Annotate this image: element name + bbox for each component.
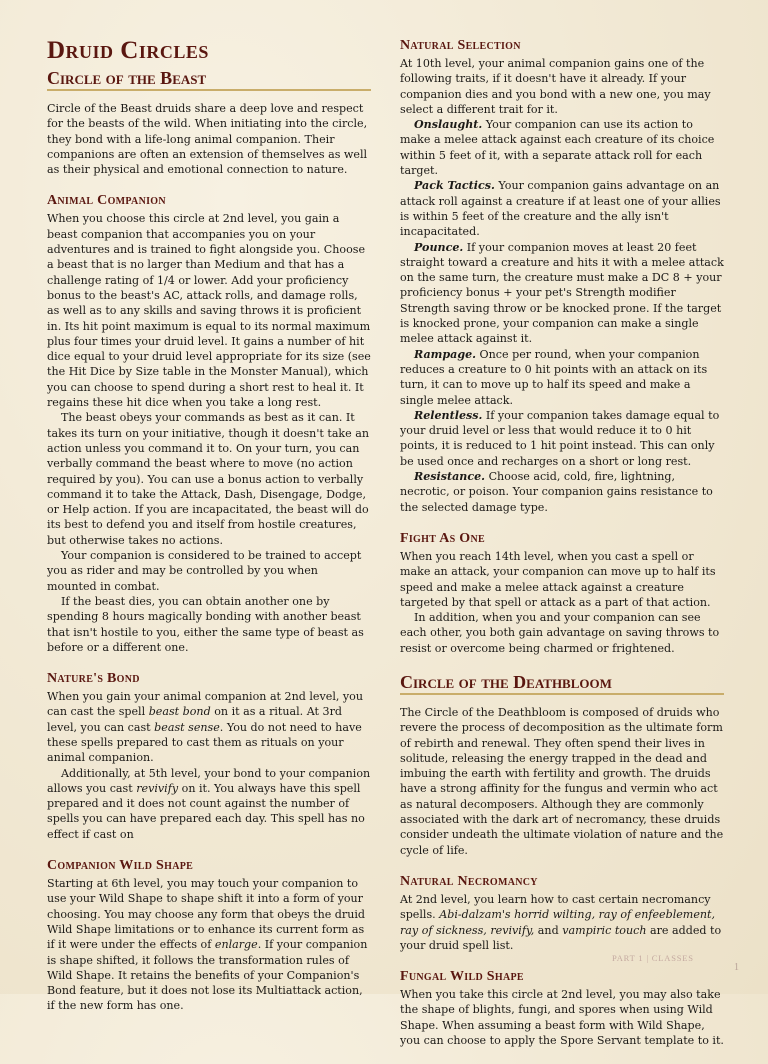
- fungal-wild-shape-p1: When you take this circle at 2nd level, you may also take the shape of blights, fungi, and spores when using Wild Shape. When assuming a beast form with Wild Shape, you can choose to apply the Spore Servant template to it.: [400, 988, 724, 1048]
- circle-beast-intro-section: [47, 101, 371, 177]
- fight-as-one-p2: In addition, when you and your companion can see each other, you both gain advantage on saving throws to resist or overcome being charmed or frightened.: [400, 611, 720, 655]
- text-run: and: [534, 923, 563, 937]
- trait-name: Resistance.: [414, 470, 486, 484]
- fungal-wild-shape-section: [400, 969, 724, 1048]
- trait-name: Pounce.: [414, 240, 464, 254]
- circle-beast-intro: Circle of the Beast druids share a deep love and respect for the beasts of the wild. When initiating into the circle, they bond with a life-long animal companion. Their companions are often an extension of themselves as well as their physical and emotional connection to nature.: [47, 102, 368, 177]
- companion-wild-shape-p1: [47, 876, 371, 1014]
- natures-bond-section: [47, 671, 371, 842]
- text-run: on it as a ritual. At 3rd level, you can cast: [47, 705, 343, 734]
- fungal-wild-shape-heading: Fungal Wild Shape: [400, 969, 524, 985]
- natural-selection-heading: Natural Selection: [400, 38, 521, 53]
- trait-text: Your companion gains advantage on an attack roll against a creature if at least one of your allies is within 5 feet of the creature and the ally isn't incapacitated.: [400, 179, 721, 239]
- fight-as-one-section: [400, 531, 724, 656]
- trait-relentless: [400, 408, 724, 469]
- natures-bond-heading: Nature's Bond: [47, 671, 140, 687]
- left-column: [47, 38, 371, 1030]
- text-run: . You do not need to have these spells prepared to cast them as rituals on your animal companion.: [47, 720, 362, 765]
- natural-selection-intro: At 10th level, your animal companion gains one of the following traits, if it doesn't have it already. If your companion dies and you bond with a new one, you may select a different trait for it.: [400, 57, 711, 116]
- companion-wild-shape-section: [47, 858, 371, 1014]
- natural-necromancy-section: [400, 874, 724, 953]
- right-column: [400, 38, 724, 1064]
- companion-wild-shape-heading: Companion Wild Shape: [47, 858, 194, 874]
- natural-necromancy-p1: [400, 892, 724, 953]
- natural-selection-section: [400, 38, 724, 515]
- natures-bond-p1: [47, 689, 371, 765]
- spell-name: beast sense: [154, 720, 220, 734]
- page-title: Druid Circles: [47, 37, 209, 64]
- spell-name: revivify: [136, 781, 179, 795]
- animal-companion-p3: Your companion is considered to be trained to accept you as rider and may be controlled by you when mounted in combat.: [47, 549, 362, 593]
- page-number: 1: [734, 962, 739, 973]
- footer-label: PART 1 | CLASSES: [612, 953, 694, 963]
- trait-onslaught: [400, 117, 724, 178]
- spell-name: enlarge: [214, 938, 258, 952]
- trait-name: Rampage.: [414, 347, 477, 361]
- trait-name: Onslaught.: [414, 118, 483, 132]
- trait-text: Once per round, when your companion reduces a creature to 0 hit points with an attack on its turn, it can to move up to half its speed and make a single melee attack.: [400, 347, 708, 407]
- animal-companion-p1: When you choose this circle at 2nd level, you gain a beast companion that accompanies you on your adventures and is trained to fight alongside you. Choose a beast that is no larger than Medium and that has a challenge rating of 1/4 or lower. Add your proficiency bonus to the beast's AC, attack rolls, and damage rolls, as well as to any skills and saving throws it is proficient in. Its hit point maximum is equal to its normal maximum plus four times your druid level. It gains a number of hit dice equal to your druid level appropriate for its size (see the Hit Dice by Size table in the Monster Manual), which you can choose to spend during a short rest to heal it. It regains these hit dice when you take a long rest.: [47, 212, 371, 410]
- text-run: are added to your druid spell list.: [400, 923, 722, 952]
- trait-text: If your companion takes damage equal to your druid level or less that would reduce it to 0 hit points, it is reduced to 1 hit point instead. This can only be used once and recharges on a short or long rest.: [400, 408, 720, 468]
- trait-rampage: [400, 347, 724, 408]
- circle-deathbloom-intro-section: [400, 705, 724, 858]
- spell-name: vampiric touch: [562, 923, 647, 937]
- text-run: Additionally, at 5th level, your bond to your companion allows you cast: [47, 766, 371, 795]
- animal-companion-p4: If the beast dies, you can obtain another one by spending 8 hours magically bonding with another beast that isn't hostile to you, either the same type of beast as before or a different one.: [47, 594, 364, 654]
- text-run: on it. You always have this spell prepared and it does not count against the number of spells you can have prepared each day. This spell has no effect if cast on: [47, 781, 365, 841]
- text-run: When you gain your animal companion at 2nd level, you can cast the spell: [47, 690, 364, 719]
- trait-pounce: [400, 240, 724, 347]
- circle-deathbloom-heading: Circle of the Deathbloom: [400, 672, 724, 695]
- text-run: At 2nd level, you learn how to cast certain necromancy spells.: [400, 892, 711, 922]
- fight-as-one-p1: When you reach 14th level, when you cast a spell or make an attack, your companion can move up to half its speed and make a melee attack against a creature targeted by that spell or attack as a part of that action.: [400, 549, 716, 609]
- trait-text: If your companion moves at least 20 feet straight toward a creature and hits it with a melee attack on the same turn, the creature must make a DC 8 + your proficiency bonus + your pet's Strength modifier Strength saving throw or be knocked prone. If the target is knocked prone, your companion can make a single melee attack against it.: [400, 240, 724, 346]
- text-run: . If your companion is shape shifted, it follows the transformation rules of Wild Shape. It retains the benefits of your Companion's Bond feature, but it does not lose its Multiattack action, if the new form has one.: [47, 938, 368, 1013]
- circle-beast-heading: Circle of the Beast: [47, 68, 371, 91]
- trait-resistance: [400, 469, 724, 515]
- animal-companion-section: [47, 193, 371, 655]
- trait-text: Your companion can use its action to make a melee attack against each creature of its choice within 5 feet of it, with a separate attack roll for each target.: [400, 118, 715, 178]
- animal-companion-heading: Animal Companion: [47, 193, 166, 209]
- trait-pack-tactics: [400, 178, 724, 239]
- spell-name: beast bond: [148, 705, 211, 719]
- spell-list: Abi-dalzam's horrid wilting, ray of enfeeblement, ray of sickness, revivify,: [400, 908, 716, 937]
- natural-necromancy-heading: Natural Necromancy: [400, 873, 538, 889]
- animal-companion-p2: The beast obeys your commands as best as it can. It takes its turn on your initiative, though it doesn't take an action unless you command it to. On your turn, you can verbally command the beast where to move (no action required by you). You can use a bonus action to verbally command it to take the Attack, Dash, Disengage, Dodge, or Help action. If you are incapacitated, the beast will do its best to defend you and itself from hostile creatures, but otherwise takes no actions.: [47, 411, 370, 547]
- natures-bond-p2: [47, 766, 371, 842]
- circle-deathbloom-intro: The Circle of the Deathbloom is composed of druids who revere the process of decomposition as the ultimate form of rebirth and renewal. They often spend their lives in solitude, releasing the energy trapped in the dead and imbuing the earth with fertility and growth. The druids have a strong affinity for the fungus and vermin who act as natural decomposers. Although they are commonly associated with the dark art of necromancy, these druids consider undeath the ultimate violation of nature and the cycle of life.: [400, 705, 724, 857]
- trait-name: Pack Tactics.: [414, 179, 495, 193]
- trait-text: Choose acid, cold, fire, lightning, necrotic, or poison. Your companion gains resistance to the selected damage type.: [400, 470, 713, 514]
- trait-name: Relentless.: [414, 408, 483, 422]
- fight-as-one-heading: Fight As One: [400, 530, 485, 546]
- text-run: Starting at 6th level, you may touch your companion to use your Wild Shape to shape shift it into a form of your choosing. You may choose any form that obeys the druid Wild Shape limitations or to enhance its current form as if it were under the effects of: [47, 877, 366, 952]
